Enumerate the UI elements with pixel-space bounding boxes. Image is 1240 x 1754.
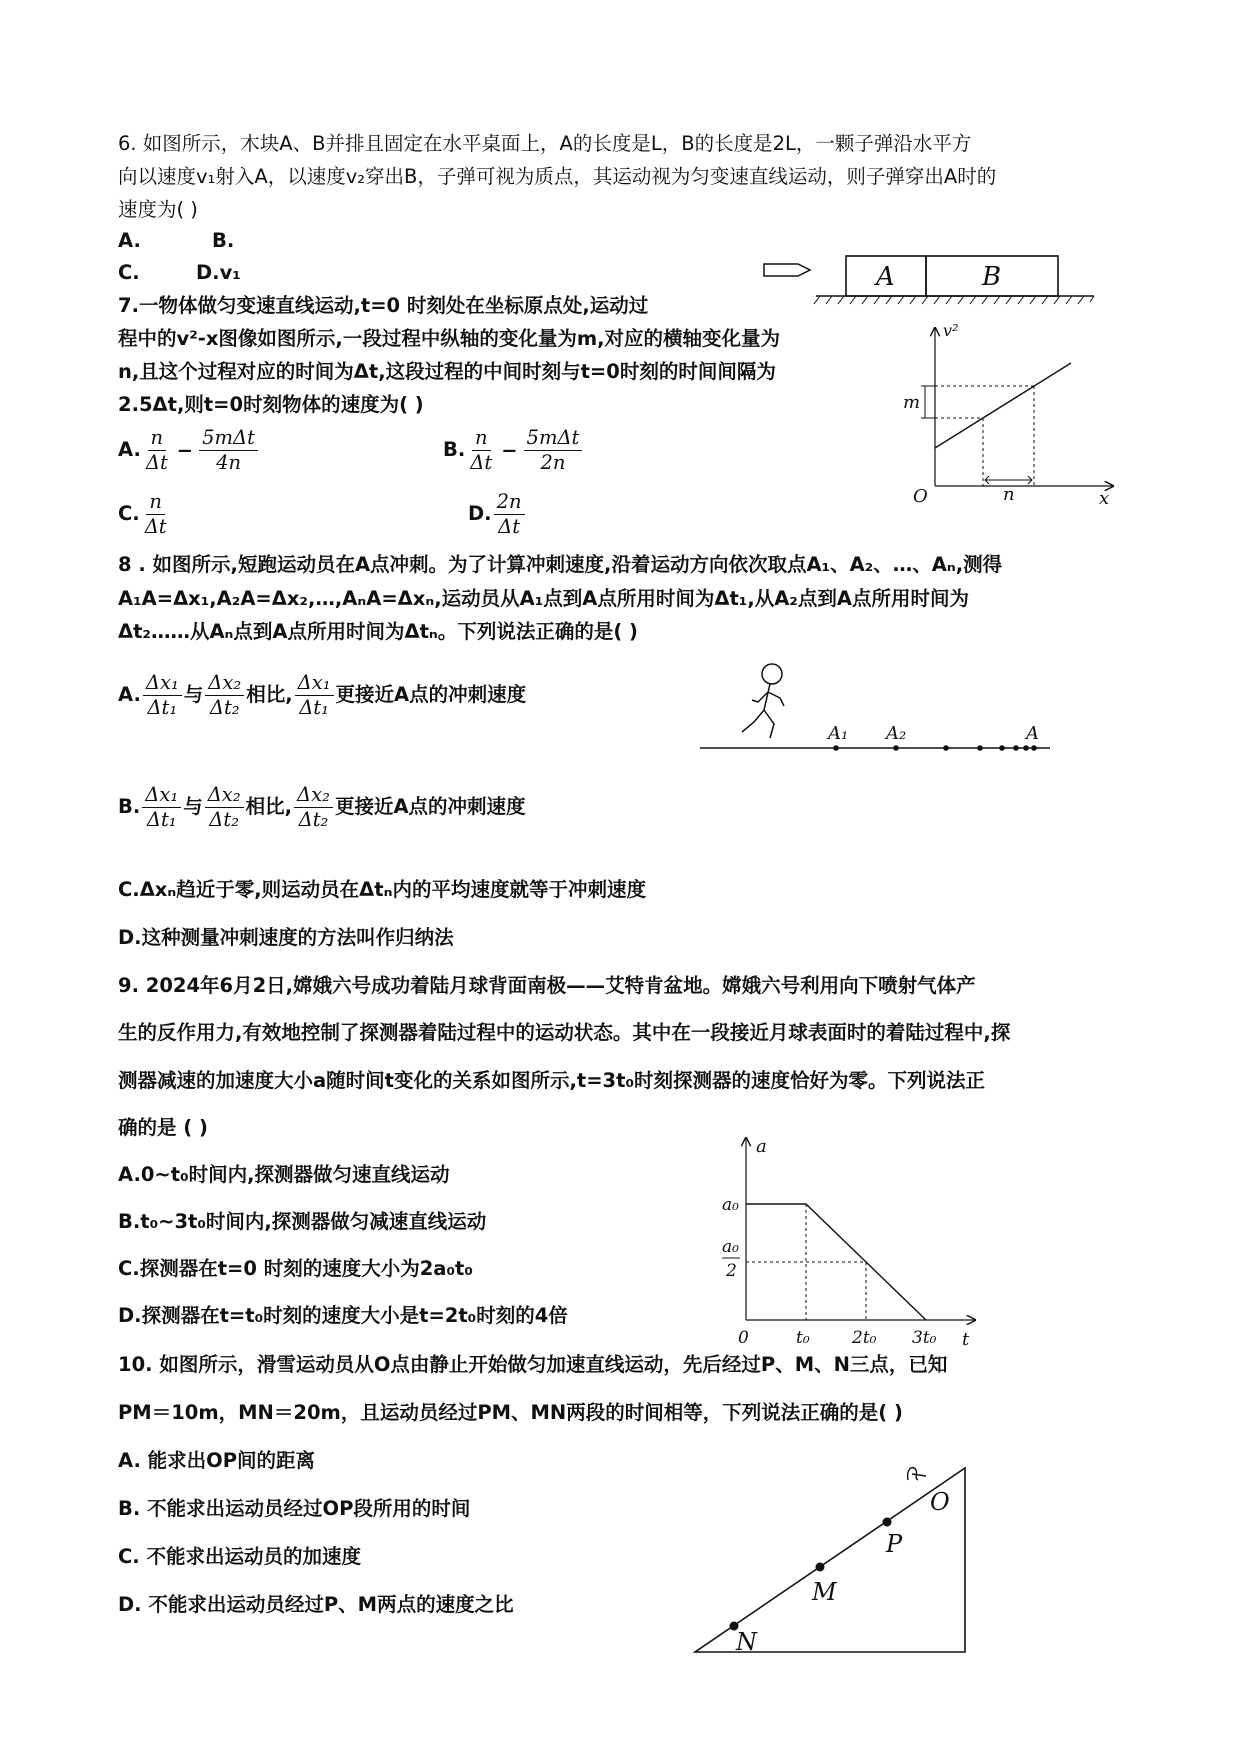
q9-line3: 测器减速的加速度大小a随时间t变化的关系如图所示,t=3t₀时刻探测器的速度恰好为零。下列说法正 <box>118 1069 985 1092</box>
q10-option-a: A. 能求出OP间的距离 <box>118 1449 316 1472</box>
q10-slope-figure <box>690 1440 980 1660</box>
point-a-label: A <box>1026 723 1039 744</box>
q9-line2: 生的反作用力,有效地控制了探测器着陆过程中的运动状态。其中在一段接近月球表面时的着陆过程中,探 <box>118 1021 1011 1044</box>
q6-line2: 向以速度v₁射入A，以速度v₂穿出B，子弹可视为质点，其运动视为匀变速直线运动，则子弹穿出A时的 <box>118 165 997 188</box>
a0-label: a₀ <box>722 1195 739 1215</box>
q10-option-d: D. 不能求出运动员经过P、M两点的速度之比 <box>118 1593 514 1616</box>
v2-line <box>935 363 1071 448</box>
q7-line2: 程中的v²-x图像如图所示,一段过程中纵轴的变化量为m,对应的横轴变化量为 <box>118 327 781 350</box>
q6-line1: 6. 如图所示，木块A、B并排且固定在水平桌面上，A的长度是L，B的长度是2L，一颗子弹沿水平方 <box>118 132 972 155</box>
y-axis-label: v² <box>943 321 959 340</box>
2t0-label: 2t₀ <box>852 1328 877 1348</box>
point-n-label: N <box>736 1628 757 1656</box>
q8-line1: 8 . 如图所示,短跑运动员在A点冲刺。为了计算冲刺速度,沿着运动方向依次取点A₁、A₂、…、Aₙ,测得 <box>118 553 1003 576</box>
q7-option-b: B. $\frac{n}{\Delta t}$ − $\frac{\text{5mΔt}}{2n}$ <box>443 425 584 476</box>
q9-a-t-graph <box>700 1130 990 1355</box>
point-a1-label: A₁ <box>828 723 849 744</box>
q8-line2: A₁A=Δx₁,A₂A=Δx₂,…,AₙA=Δxₙ,运动员从A₁点到A点所用时间为Δt₁,从A₂点到A点所用时间为 <box>118 587 969 610</box>
a0-half-num: a₀ <box>722 1237 739 1257</box>
m-label: m <box>903 392 921 413</box>
q6-line3: 速度为( ) <box>118 198 198 221</box>
q7-option-d: D. $\frac{2n}{\Delta t}$ <box>468 489 527 539</box>
y-axis-label: a <box>756 1136 767 1157</box>
q8-option-b: B. $\frac{\text{Δx₁}}{\text{Δt₁}}$ 与 $\frac{\text{Δx₂}}{\text{Δt₂}}$ 相比, $\frac{\text{Δx₂}}{\text{Δt₂}}$ 更接近A点的冲刺速度 <box>118 783 526 831</box>
q6-option-a: A. <box>118 229 141 252</box>
q9-option-a: A.0~t₀时间内,探测器做匀速直线运动 <box>118 1163 450 1186</box>
q9-line4: 确的是 ( ) <box>118 1116 208 1139</box>
q7-option-c: C. $\frac{n}{\Delta t}$ <box>118 490 167 538</box>
a0-half-den: 2 <box>726 1261 737 1281</box>
origin-label: O <box>913 486 928 507</box>
q9-option-c: C.探测器在t=0 时刻的速度大小为2a₀t₀ <box>118 1257 473 1280</box>
q8-line3: Δt₂……从Aₙ点到A点所用时间为Δtₙ。下列说法正确的是( ) <box>118 620 638 643</box>
bullet-arrow-icon <box>764 264 810 276</box>
q10-option-b: B. 不能求出运动员经过OP段所用的时间 <box>118 1497 471 1520</box>
q9-option-d: D.探测器在t=t₀时刻的速度大小是t=2t₀时刻的4倍 <box>118 1304 568 1327</box>
block-a-label: A <box>876 262 895 292</box>
q6-option-c: C. <box>118 261 140 284</box>
q9-line1: 9. 2024年6月2日,嫦娥六号成功着陆月球背面南极——艾特肯盆地。嫦娥六号利用向下喷射气体产 <box>118 974 976 997</box>
q7-v2-x-graph <box>895 318 1125 508</box>
q7-line4: 2.5Δt,则t=0时刻物体的速度为( ) <box>118 393 424 416</box>
point-a2-label: A₂ <box>886 723 907 744</box>
q7-option-a: A. $\frac{n}{\Delta t}$ − $\frac{\text{5mΔt}}{4n}$ <box>118 425 260 476</box>
q8-option-d: D.这种测量冲刺速度的方法叫作归纳法 <box>118 926 454 949</box>
q6-option-b: B. <box>212 229 235 252</box>
q8-option-a: A. $\frac{\text{Δx₁}}{\text{Δt₁}}$ 与 $\frac{\text{Δx₂}}{\text{Δt₂}}$ 相比, $\frac{\text{Δx₁}}{\text{Δt₁}}$ 更接近A点的冲刺速度 <box>118 671 527 719</box>
q10-option-c: C. 不能求出运动员的加速度 <box>118 1545 362 1568</box>
runner-icon <box>742 684 784 738</box>
q8-runner-figure <box>690 660 1070 755</box>
q10-line2: PM＝10m，MN＝20m，且运动员经过PM、MN两段的时间相等，下列说法正确的是( ) <box>118 1401 903 1424</box>
q6-option-d: D.v₁ <box>196 261 241 284</box>
q7-line3: n,且这个过程对应的时间为Δt,这段过程的中间时刻与t=0时刻的时间间隔为 <box>118 360 776 383</box>
zero-label: 0 <box>738 1328 749 1348</box>
point-m-label: M <box>812 1578 837 1606</box>
q7-line1: 7.一物体做匀变速直线运动,t=0 时刻处在坐标原点处,运动过 <box>118 294 649 317</box>
q8-option-c: C.Δxₙ趋近于零,则运动员在Δtₙ内的平均速度就等于冲刺速度 <box>118 878 646 901</box>
point-o-label: O <box>930 1488 950 1516</box>
q10-line1: 10. 如图所示，滑雪运动员从O点由静止开始做匀加速直线运动，先后经过P、M、N三点，已知 <box>118 1353 948 1376</box>
skier-icon <box>908 1468 926 1480</box>
runner-head-icon <box>762 664 782 684</box>
x-axis-label: t <box>962 1329 970 1350</box>
x-axis-label: x <box>1099 488 1110 508</box>
q6-figure-blocks <box>760 250 1100 310</box>
3t0-label: 3t₀ <box>912 1328 937 1348</box>
q9-option-b: B.t₀~3t₀时间内,探测器做匀减速直线运动 <box>118 1210 487 1233</box>
point-p-label: P <box>886 1530 903 1558</box>
n-label: n <box>1003 484 1015 505</box>
block-b-label: B <box>982 262 1002 292</box>
t0-label: t₀ <box>796 1328 810 1348</box>
